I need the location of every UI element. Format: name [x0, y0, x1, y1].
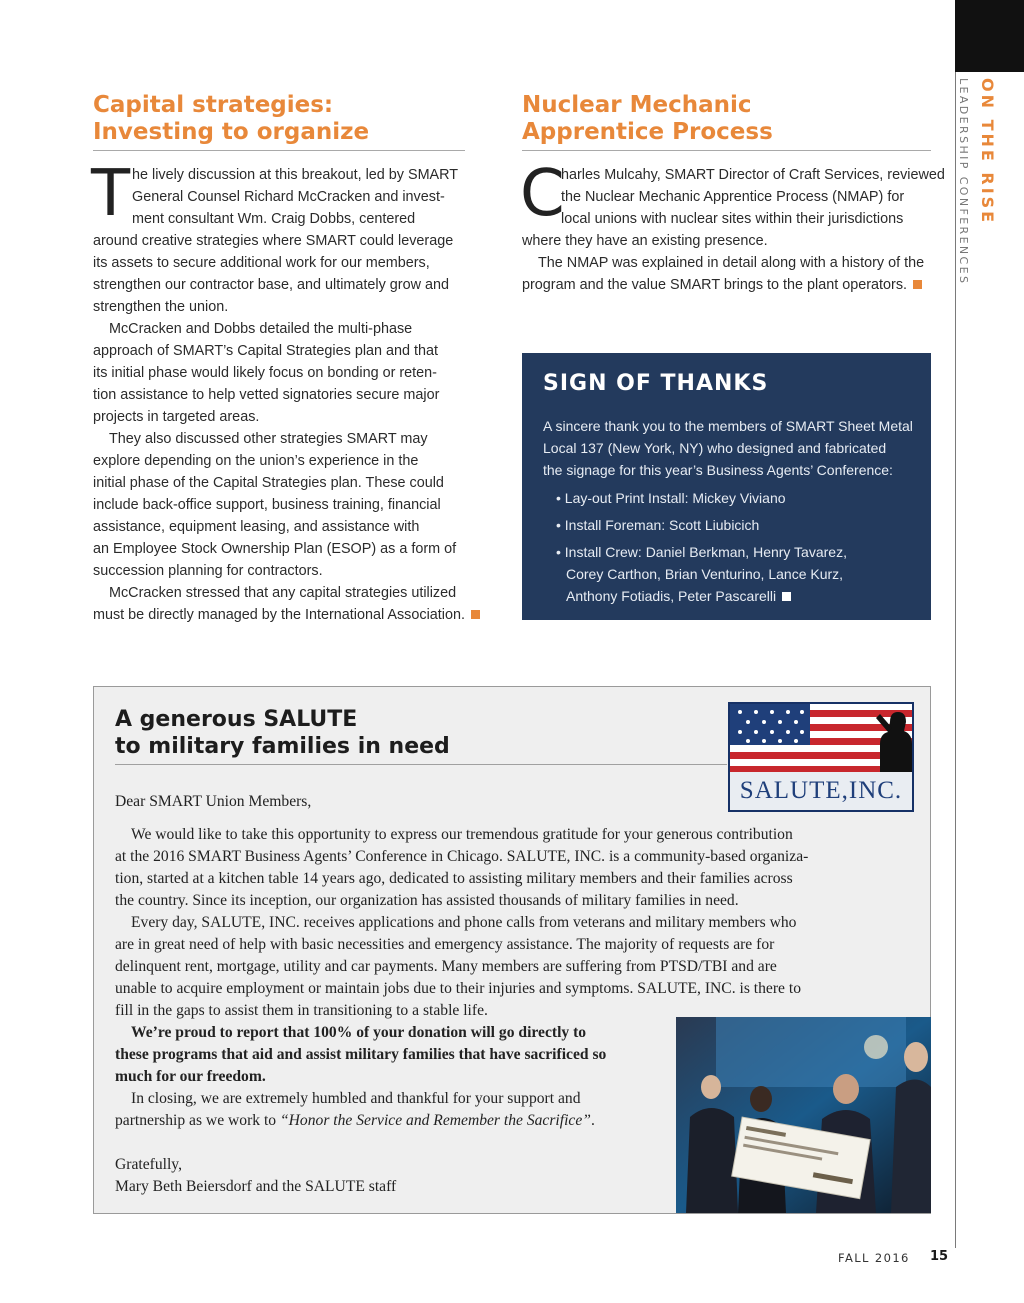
- end-mark: [471, 610, 480, 619]
- bold-statement: We’re proud to report that 100% of your donation will go directly to: [131, 1024, 587, 1041]
- page-number: 15: [930, 1249, 949, 1264]
- bold-statement: these programs that aid and assist military families that have sacrificed so: [115, 1046, 607, 1063]
- right-last-line: program and the value SMART brings to the plant operators.: [522, 277, 908, 293]
- check-presentation-photo: [676, 1017, 931, 1213]
- end-mark: [913, 280, 922, 289]
- left-dropcap: T: [91, 157, 131, 231]
- salute-heading: A generous SALUTE to military families in need: [115, 707, 450, 759]
- section-subtitle: LEADERSHIP CONFERENCES: [957, 78, 970, 286]
- list-item: • Lay-out Print Install: Mickey Viviano: [556, 490, 786, 506]
- list-item: • Install Crew: Daniel Berkman, Henry Tavarez,: [556, 544, 847, 560]
- left-article-body: he lively discussion at this breakout, led by SMART General Counsel Richard McCracken and invest- ment consultant Wm. Craig Dobbs, centered around creative strategies where SMART could leverage its assets to secure additional work for our members, strengthen our contractor base, and ultimately grow and strengthen the union. McCracken and Dobbs detailed the multi-phase approach of SMART’s Capital Strategies plan and that its initial phase would likely focus on bonding or reten- tion assistance to help vetted signatories secure major projects in targeted areas. They also discussed other strategies SMART may explore depending on the union’s experience in the initial phase of the Capital Strategies plan. These could include back-office support, business training, financial assistance, equipment leasing, and assistance with an Employee Stock Ownership Plan (ESOP) as a form of succession planning for contractors. McCracken stressed that any capital strategies utilized must be directly managed by the International Association.: [93, 164, 480, 626]
- letter-closing: Gratefully,: [115, 1156, 182, 1173]
- salute-letter-box: [93, 686, 931, 1214]
- rail-divider: [955, 72, 956, 1248]
- right-article-body: harles Mulcahy, SMART Director of Craft Services, reviewed the Nuclear Mechanic Apprentice Process (NMAP) for local unions with nuclear sites within their jurisdictions where they have an existing presence. The NMAP was explained in detail along with a history of the program and the value SMART brings to the plant operators.: [522, 167, 945, 293]
- left-last-line: must be directly managed by the International Association.: [93, 607, 465, 623]
- letter-body: Dear SMART Union Members, We would like to take this opportunity to express our tremendous gratitude for your generous contribution at the 2016 SMART Business Agents’ Conference in Chicago. SALUTE, INC. is a community-based organiza- tion, started at a kitchen table 14 years ago, dedicated to assisting military members and their families across the country. Since its inception, our organization has assisted thousands of military families in need. Every day, SALUTE, INC. receives applications and phone calls from veterans and military members who are in great need of help with basic necessities and emergency assistance. The majority of requests are for delinquent rent, mortgage, utility and car payments. Many members are suffering from PTSD/TBI and are unable to acquire employment or maintain jobs due to their injuries and symptoms. SALUTE, INC. is there to fill in the gaps to assist them in transitioning to a stable life. We’re proud to report that 100% of your donation will go directly to these programs that aid and assist military families that have sacrificed so much for our freedom. In closing, we are extremely humbled and thankful for your support and partnership as we work to “Honor the Service and Remember the Sacrifice”. Gratefully, Mary Beth Beiersdorf and the SALUTE staff: [115, 791, 808, 1198]
- corner-block: [955, 0, 1024, 72]
- right-heading-rule: [522, 150, 931, 151]
- right-dropcap: C: [520, 157, 565, 231]
- section-title: ON THE RISE: [978, 78, 997, 226]
- thanks-intro: A sincere thank you to the members of SMART Sheet Metal Local 137 (New York, NY) who designed and fabricated the signage for this year’s Business Agents’ Conference:: [543, 418, 913, 478]
- right-article-heading: Nuclear Mechanic Apprentice Process: [522, 92, 773, 145]
- sign-of-thanks-box: [522, 353, 931, 620]
- logo-wordmark: SALUTE,INC.: [730, 772, 912, 810]
- letter-signature: Mary Beth Beiersdorf and the SALUTE staff: [115, 1178, 397, 1195]
- flag-soldier-icon: [730, 704, 914, 776]
- bold-statement: much for our freedom.: [115, 1068, 266, 1085]
- left-heading-rule: [93, 150, 465, 151]
- motto-quote: “Honor the Service and Remember the Sacrifice”: [280, 1112, 591, 1129]
- left-article-heading: Capital strategies: Investing to organize: [93, 92, 370, 145]
- list-item: • Install Foreman: Scott Liubicich: [556, 517, 760, 533]
- issue-label: FALL 2016: [838, 1251, 910, 1265]
- thanks-title: SIGN OF THANKS: [543, 371, 769, 396]
- list-item-cont: Anthony Fotiadis, Peter Pascarelli: [566, 588, 777, 604]
- list-item-cont: Corey Carthon, Brian Venturino, Lance Kurz,: [566, 566, 844, 582]
- letter-greeting: Dear SMART Union Members,: [115, 793, 312, 810]
- end-mark: [782, 592, 791, 601]
- salute-rule: [115, 764, 727, 765]
- thanks-list: [556, 487, 847, 607]
